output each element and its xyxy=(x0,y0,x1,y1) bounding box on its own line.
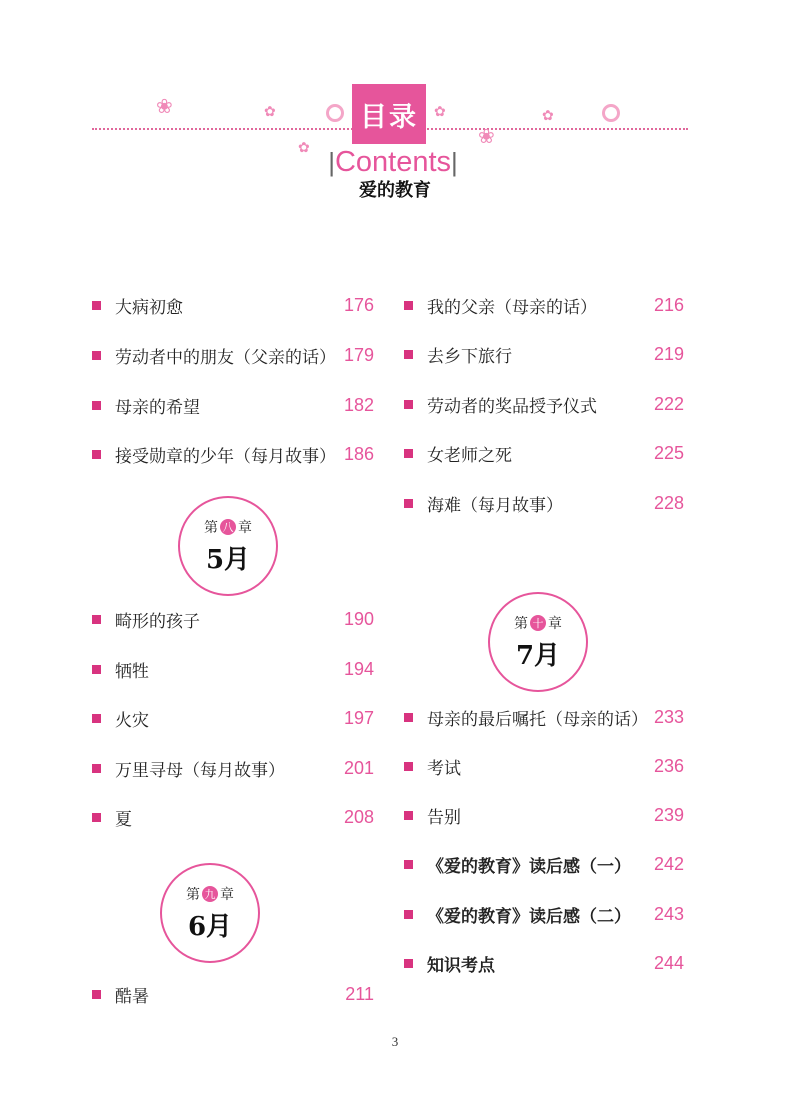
page-number: 3 xyxy=(391,1034,399,1049)
flower-icon: ✿ xyxy=(434,104,446,120)
toc-entry[interactable] xyxy=(92,753,374,783)
chapter-10-badge xyxy=(488,592,588,692)
chapter-month: 7月 xyxy=(515,640,561,671)
bullet-square xyxy=(404,860,413,869)
flower-icon: ✿ xyxy=(542,108,554,124)
contents-text: Contents xyxy=(334,146,452,178)
bullet-square xyxy=(92,990,101,999)
toc-header xyxy=(0,0,790,220)
entry-title: 接受勋章的少年（每月故事） xyxy=(115,446,336,467)
entry-page: 244 xyxy=(653,952,684,973)
entry-page: 228 xyxy=(653,492,684,513)
chapter-month: 5月 xyxy=(205,544,251,575)
chapter-prefix: 第 xyxy=(204,519,218,536)
bullet-square xyxy=(404,301,413,310)
entry-title: 母亲的最后嘱托（母亲的话） xyxy=(427,709,648,730)
flower-icon: ✿ xyxy=(298,140,310,156)
entry-page: 219 xyxy=(653,343,684,364)
toc-entry[interactable] xyxy=(404,849,684,879)
entry-title: 畸形的孩子 xyxy=(115,611,200,632)
entry-page: 242 xyxy=(653,853,684,874)
chapter-suffix: 章 xyxy=(548,615,562,632)
toc-entry[interactable] xyxy=(92,390,374,420)
toc-entry[interactable] xyxy=(404,339,684,369)
entry-page: 190 xyxy=(343,608,374,629)
bullet-square xyxy=(92,301,101,310)
ring-icon xyxy=(602,104,620,122)
bullet-square xyxy=(92,615,101,624)
toc-entry[interactable] xyxy=(404,438,684,468)
bullet-square xyxy=(92,813,101,822)
flower-icon: ❀ xyxy=(156,94,173,118)
entry-page: 222 xyxy=(653,393,684,414)
bullet-square xyxy=(404,910,413,919)
entry-title: 女老师之死 xyxy=(427,445,512,466)
entry-title: 《爱的教育》读后感（一） xyxy=(427,856,631,877)
entry-title: 火灾 xyxy=(115,710,149,731)
entry-title: 《爱的教育》读后感（二） xyxy=(427,906,631,927)
entry-title: 牺牲 xyxy=(115,661,149,682)
flower-icon: ❀ xyxy=(478,124,495,148)
bullet-square xyxy=(404,713,413,722)
bullet-square xyxy=(92,714,101,723)
entry-page: 179 xyxy=(343,344,374,365)
entry-page: 182 xyxy=(343,394,374,415)
bullet-square xyxy=(404,400,413,409)
chapter-number: 九 xyxy=(202,886,218,902)
entry-title: 知识考点 xyxy=(427,955,495,976)
toc-entry[interactable] xyxy=(404,948,684,978)
toc-entry[interactable] xyxy=(92,703,374,733)
toc-entry[interactable] xyxy=(404,800,684,830)
toc-entry[interactable] xyxy=(404,751,684,781)
chapter-prefix: 第 xyxy=(514,615,528,632)
bullet-square xyxy=(92,665,101,674)
chapter-suffix: 章 xyxy=(220,886,234,903)
flower-icon: ✿ xyxy=(264,104,276,120)
contents-label: |Contents| xyxy=(328,146,458,178)
bullet-square xyxy=(92,401,101,410)
toc-entry[interactable] xyxy=(404,702,684,732)
entry-title: 夏 xyxy=(115,809,132,830)
toc-entry[interactable] xyxy=(404,389,684,419)
entry-title: 母亲的希望 xyxy=(115,397,200,418)
entry-page: 211 xyxy=(345,983,374,1004)
bullet-square xyxy=(92,764,101,773)
entry-title: 酷暑 xyxy=(115,986,149,1007)
entry-title: 我的父亲（母亲的话） xyxy=(427,297,597,318)
chapter-number: 八 xyxy=(220,519,236,535)
entry-title: 去乡下旅行 xyxy=(427,346,512,367)
chapter-number: 十 xyxy=(530,615,546,631)
entry-title: 大病初愈 xyxy=(115,297,183,318)
chapter-suffix: 章 xyxy=(238,519,252,536)
toc-entry[interactable] xyxy=(92,290,374,320)
entry-page: 197 xyxy=(343,707,374,728)
bullet-square xyxy=(404,350,413,359)
entry-page: 236 xyxy=(653,755,684,776)
toc-entry[interactable] xyxy=(92,654,374,684)
entry-title: 告别 xyxy=(427,807,461,828)
bullet-square xyxy=(404,449,413,458)
chapter-8-badge xyxy=(178,496,278,596)
bullet-square xyxy=(404,959,413,968)
entry-page: 208 xyxy=(343,806,374,827)
chapter-9-badge xyxy=(160,863,260,963)
toc-entry[interactable] xyxy=(92,604,374,634)
entry-page: 176 xyxy=(343,294,374,315)
entry-page: 243 xyxy=(653,903,684,924)
bullet-square xyxy=(404,499,413,508)
entry-page: 225 xyxy=(653,442,684,463)
entry-title: 劳动者中的朋友（父亲的话） xyxy=(115,347,336,368)
bullet-square xyxy=(404,762,413,771)
bullet-square xyxy=(92,450,101,459)
entry-title: 海难（每月故事） xyxy=(427,495,563,516)
toc-entry[interactable] xyxy=(92,439,374,469)
toc-entry[interactable] xyxy=(404,899,684,929)
chapter-prefix: 第 xyxy=(186,886,200,903)
bullet-square xyxy=(404,811,413,820)
toc-title: 目录 xyxy=(352,84,426,144)
entry-title: 劳动者的奖品授予仪式 xyxy=(427,396,597,417)
toc-entry[interactable] xyxy=(92,340,374,370)
toc-entry[interactable] xyxy=(92,802,374,832)
entry-page: 216 xyxy=(653,294,684,315)
toc-entry[interactable] xyxy=(404,290,684,320)
entry-title: 万里寻母（每月故事） xyxy=(115,760,285,781)
entry-page: 233 xyxy=(653,706,684,727)
entry-page: 201 xyxy=(343,757,374,778)
toc-entry[interactable] xyxy=(92,979,374,1009)
chapter-month: 6月 xyxy=(187,911,233,942)
toc-entry[interactable] xyxy=(404,488,684,518)
entry-title: 考试 xyxy=(427,758,461,779)
book-title: 爱的教育 xyxy=(359,180,431,201)
entry-page: 194 xyxy=(343,658,374,679)
bullet-square xyxy=(92,351,101,360)
entry-page: 239 xyxy=(653,804,684,825)
ring-icon xyxy=(326,104,344,122)
entry-page: 186 xyxy=(343,443,374,464)
